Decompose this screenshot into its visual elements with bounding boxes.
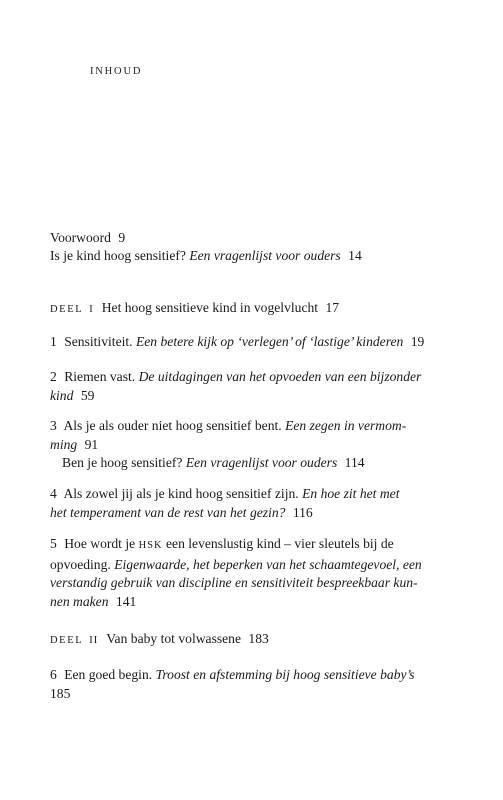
part-page: 183 <box>248 631 269 646</box>
entry-subtitle: Een vragenlijst voor ouders <box>189 248 341 263</box>
chapter-title-part-a: Hoe wordt je <box>64 536 136 551</box>
chapter-page: 116 <box>292 504 313 520</box>
chapter-title: Een goed begin. <box>64 667 153 682</box>
chapter-number: 2 <box>50 369 57 384</box>
sub-entry-subtitle: Een vragenlijst voor ouders <box>185 455 338 470</box>
toc-part-1 <box>50 299 430 320</box>
part-number: II <box>89 635 99 646</box>
toc-chapter-3 <box>50 417 430 473</box>
toc-chapter-6 <box>50 666 430 703</box>
chapter-subtitle-line1: Een zegen in vermom- <box>285 418 407 433</box>
chapter-subtitle-line4: nen maken <box>50 593 109 609</box>
chapter-page: 185 <box>50 685 71 701</box>
chapter-title: Riemen vast. <box>64 369 136 384</box>
chapter-subtitle-line2: Eigenwaarde, het beperken van het schaamtegevoel, een <box>114 556 422 572</box>
chapter-page: 59 <box>80 387 95 403</box>
chapter-title-part-b: een levenslustig kind – vier sleutels bij de <box>166 536 394 551</box>
entry-page: 9 <box>118 230 126 245</box>
chapter-subtitle-line3: verstandig gebruik van discipline en sensitiviteit bespreekbaar kun- <box>50 575 418 590</box>
chapter-title: Sensitiviteit. <box>64 334 133 349</box>
entry-page: 14 <box>348 248 362 263</box>
part-page: 17 <box>325 300 340 315</box>
page-heading: INHOUD <box>90 66 143 77</box>
chapter-subtitle: Troost en afstemming bij hoog sensitieve baby’s <box>155 667 415 682</box>
chapter-number: 1 <box>50 334 57 349</box>
chapter-number: 6 <box>50 667 57 682</box>
toc-chapter-1 <box>50 333 430 352</box>
part-title: Van baby tot volwassene <box>106 631 242 646</box>
chapter-number: 5 <box>50 536 57 551</box>
chapter-title-abbr: HSK <box>138 540 163 551</box>
toc-chapter-4 <box>50 485 430 522</box>
chapter-page: 19 <box>410 334 425 349</box>
chapter-subtitle-line2: kind <box>50 387 74 403</box>
part-label: DEEL <box>50 635 84 646</box>
toc-part-2 <box>50 630 430 651</box>
chapter-page: 91 <box>84 436 99 452</box>
toc-entry-voorwoord <box>50 229 430 248</box>
chapter-page: 141 <box>115 593 137 609</box>
chapter-subtitle-line2: het temperament van de rest van het gezin? <box>50 504 286 520</box>
chapter-number: 3 <box>50 418 57 433</box>
chapter-subtitle: Een betere kijk op ‘verlegen’ of ‘lastige’ kinderen <box>135 334 404 349</box>
part-number: I <box>89 304 94 315</box>
sub-entry-title: Ben je hoog sensitief? <box>62 455 183 470</box>
chapter-title: Als zowel jij als je kind hoog sensitief zijn. <box>63 486 299 501</box>
chapter-subtitle-line1: De uitdagingen van het opvoeden van een bijzonder <box>138 369 422 384</box>
chapter-title: Als je als ouder niet hoog sensitief bent. <box>63 418 282 433</box>
chapter-subtitle-line2: ming <box>50 436 78 452</box>
sub-entry-page: 114 <box>344 455 365 470</box>
entry-title: Is je kind hoog sensitief? <box>50 248 186 263</box>
chapter-title-line2: opvoeding. <box>50 556 111 572</box>
toc-chapter-5 <box>50 535 430 611</box>
toc-chapter-2 <box>50 368 430 405</box>
chapter-number: 4 <box>50 486 57 501</box>
entry-title: Voorwoord <box>50 230 111 245</box>
part-title: Het hoog sensitieve kind in vogelvlucht <box>101 300 319 315</box>
toc-entry-questionnaire-child <box>50 247 430 266</box>
toc-sub-entry-questionnaire-parent <box>50 454 430 473</box>
chapter-subtitle-line1: En hoe zit het met <box>302 486 400 501</box>
part-label: DEEL <box>50 304 84 315</box>
